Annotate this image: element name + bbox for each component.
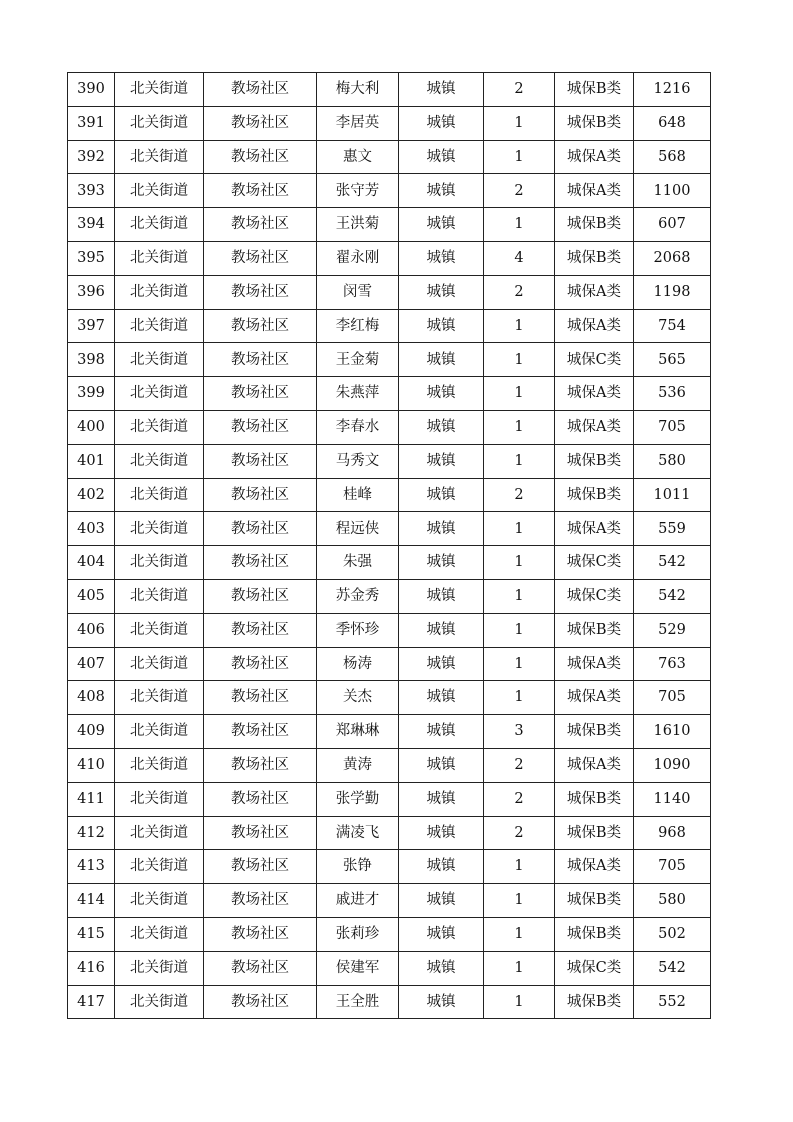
table-row bbox=[68, 816, 711, 850]
area-type-cell: 城镇 bbox=[399, 241, 484, 275]
household-size-cell: 1 bbox=[484, 850, 555, 884]
community-cell: 教场社区 bbox=[204, 546, 317, 580]
table-body bbox=[68, 73, 711, 1019]
community-cell: 教场社区 bbox=[204, 715, 317, 749]
area-type-cell: 城镇 bbox=[399, 106, 484, 140]
name-cell: 侯建军 bbox=[317, 951, 399, 985]
name-cell: 朱强 bbox=[317, 546, 399, 580]
amount-cell: 568 bbox=[634, 140, 711, 174]
community-cell: 教场社区 bbox=[204, 140, 317, 174]
street-cell: 北关街道 bbox=[115, 343, 204, 377]
category-cell: 城保B类 bbox=[555, 715, 634, 749]
amount-cell: 1216 bbox=[634, 73, 711, 107]
name-cell: 张学勤 bbox=[317, 782, 399, 816]
name-cell: 张莉珍 bbox=[317, 917, 399, 951]
community-cell: 教场社区 bbox=[204, 917, 317, 951]
household-size-cell: 3 bbox=[484, 715, 555, 749]
area-type-cell: 城镇 bbox=[399, 478, 484, 512]
area-type-cell: 城镇 bbox=[399, 140, 484, 174]
street-cell: 北关街道 bbox=[115, 850, 204, 884]
street-cell: 北关街道 bbox=[115, 546, 204, 580]
category-cell: 城保B类 bbox=[555, 917, 634, 951]
street-cell: 北关街道 bbox=[115, 174, 204, 208]
category-cell: 城保A类 bbox=[555, 140, 634, 174]
row-number-cell: 411 bbox=[68, 782, 115, 816]
household-size-cell: 1 bbox=[484, 579, 555, 613]
row-number-cell: 392 bbox=[68, 140, 115, 174]
row-number-cell: 391 bbox=[68, 106, 115, 140]
table-row bbox=[68, 512, 711, 546]
table-row bbox=[68, 850, 711, 884]
row-number-cell: 403 bbox=[68, 512, 115, 546]
table-row bbox=[68, 275, 711, 309]
category-cell: 城保A类 bbox=[555, 174, 634, 208]
street-cell: 北关街道 bbox=[115, 681, 204, 715]
street-cell: 北关街道 bbox=[115, 377, 204, 411]
table-row bbox=[68, 613, 711, 647]
street-cell: 北关街道 bbox=[115, 917, 204, 951]
table-row bbox=[68, 715, 711, 749]
street-cell: 北关街道 bbox=[115, 275, 204, 309]
community-cell: 教场社区 bbox=[204, 850, 317, 884]
amount-cell: 542 bbox=[634, 546, 711, 580]
amount-cell: 1140 bbox=[634, 782, 711, 816]
row-number-cell: 393 bbox=[68, 174, 115, 208]
area-type-cell: 城镇 bbox=[399, 647, 484, 681]
area-type-cell: 城镇 bbox=[399, 613, 484, 647]
household-size-cell: 1 bbox=[484, 140, 555, 174]
community-cell: 教场社区 bbox=[204, 241, 317, 275]
name-cell: 苏金秀 bbox=[317, 579, 399, 613]
category-cell: 城保A类 bbox=[555, 410, 634, 444]
category-cell: 城保B类 bbox=[555, 444, 634, 478]
amount-cell: 705 bbox=[634, 850, 711, 884]
area-type-cell: 城镇 bbox=[399, 579, 484, 613]
row-number-cell: 406 bbox=[68, 613, 115, 647]
area-type-cell: 城镇 bbox=[399, 377, 484, 411]
household-size-cell: 1 bbox=[484, 951, 555, 985]
row-number-cell: 400 bbox=[68, 410, 115, 444]
street-cell: 北关街道 bbox=[115, 985, 204, 1019]
street-cell: 北关街道 bbox=[115, 478, 204, 512]
name-cell: 张守芳 bbox=[317, 174, 399, 208]
table-row bbox=[68, 444, 711, 478]
amount-cell: 542 bbox=[634, 951, 711, 985]
category-cell: 城保A类 bbox=[555, 681, 634, 715]
household-size-cell: 1 bbox=[484, 377, 555, 411]
name-cell: 王全胜 bbox=[317, 985, 399, 1019]
amount-cell: 580 bbox=[634, 884, 711, 918]
street-cell: 北关街道 bbox=[115, 140, 204, 174]
name-cell: 杨涛 bbox=[317, 647, 399, 681]
name-cell: 程远侠 bbox=[317, 512, 399, 546]
household-size-cell: 1 bbox=[484, 444, 555, 478]
category-cell: 城保A类 bbox=[555, 647, 634, 681]
area-type-cell: 城镇 bbox=[399, 73, 484, 107]
amount-cell: 1011 bbox=[634, 478, 711, 512]
row-number-cell: 395 bbox=[68, 241, 115, 275]
area-type-cell: 城镇 bbox=[399, 275, 484, 309]
area-type-cell: 城镇 bbox=[399, 951, 484, 985]
amount-cell: 648 bbox=[634, 106, 711, 140]
community-cell: 教场社区 bbox=[204, 647, 317, 681]
amount-cell: 968 bbox=[634, 816, 711, 850]
category-cell: 城保B类 bbox=[555, 106, 634, 140]
category-cell: 城保C类 bbox=[555, 343, 634, 377]
community-cell: 教场社区 bbox=[204, 377, 317, 411]
household-size-cell: 2 bbox=[484, 275, 555, 309]
category-cell: 城保B类 bbox=[555, 816, 634, 850]
area-type-cell: 城镇 bbox=[399, 681, 484, 715]
amount-cell: 1100 bbox=[634, 174, 711, 208]
row-number-cell: 409 bbox=[68, 715, 115, 749]
table-row bbox=[68, 140, 711, 174]
table-row bbox=[68, 748, 711, 782]
area-type-cell: 城镇 bbox=[399, 884, 484, 918]
amount-cell: 1198 bbox=[634, 275, 711, 309]
street-cell: 北关街道 bbox=[115, 309, 204, 343]
area-type-cell: 城镇 bbox=[399, 715, 484, 749]
community-cell: 教场社区 bbox=[204, 512, 317, 546]
table-row bbox=[68, 782, 711, 816]
amount-cell: 705 bbox=[634, 410, 711, 444]
household-size-cell: 4 bbox=[484, 241, 555, 275]
row-number-cell: 397 bbox=[68, 309, 115, 343]
household-size-cell: 1 bbox=[484, 410, 555, 444]
amount-cell: 607 bbox=[634, 208, 711, 242]
area-type-cell: 城镇 bbox=[399, 208, 484, 242]
name-cell: 李红梅 bbox=[317, 309, 399, 343]
area-type-cell: 城镇 bbox=[399, 174, 484, 208]
amount-cell: 763 bbox=[634, 647, 711, 681]
community-cell: 教场社区 bbox=[204, 579, 317, 613]
street-cell: 北关街道 bbox=[115, 951, 204, 985]
table-row bbox=[68, 985, 711, 1019]
category-cell: 城保B类 bbox=[555, 782, 634, 816]
community-cell: 教场社区 bbox=[204, 208, 317, 242]
community-cell: 教场社区 bbox=[204, 782, 317, 816]
table-row bbox=[68, 884, 711, 918]
household-size-cell: 2 bbox=[484, 73, 555, 107]
community-cell: 教场社区 bbox=[204, 478, 317, 512]
name-cell: 王洪菊 bbox=[317, 208, 399, 242]
category-cell: 城保B类 bbox=[555, 985, 634, 1019]
community-cell: 教场社区 bbox=[204, 816, 317, 850]
community-cell: 教场社区 bbox=[204, 884, 317, 918]
row-number-cell: 412 bbox=[68, 816, 115, 850]
name-cell: 戚进才 bbox=[317, 884, 399, 918]
row-number-cell: 401 bbox=[68, 444, 115, 478]
street-cell: 北关街道 bbox=[115, 715, 204, 749]
row-number-cell: 415 bbox=[68, 917, 115, 951]
name-cell: 惠文 bbox=[317, 140, 399, 174]
community-cell: 教场社区 bbox=[204, 343, 317, 377]
household-size-cell: 2 bbox=[484, 816, 555, 850]
category-cell: 城保C类 bbox=[555, 579, 634, 613]
street-cell: 北关街道 bbox=[115, 208, 204, 242]
category-cell: 城保B类 bbox=[555, 73, 634, 107]
table-row bbox=[68, 647, 711, 681]
name-cell: 黄涛 bbox=[317, 748, 399, 782]
name-cell: 李居英 bbox=[317, 106, 399, 140]
household-size-cell: 1 bbox=[484, 546, 555, 580]
street-cell: 北关街道 bbox=[115, 444, 204, 478]
data-table bbox=[67, 72, 711, 1019]
table-row bbox=[68, 546, 711, 580]
street-cell: 北关街道 bbox=[115, 106, 204, 140]
table-row bbox=[68, 309, 711, 343]
category-cell: 城保B类 bbox=[555, 613, 634, 647]
table-row bbox=[68, 377, 711, 411]
street-cell: 北关街道 bbox=[115, 73, 204, 107]
table-row bbox=[68, 579, 711, 613]
amount-cell: 552 bbox=[634, 985, 711, 1019]
area-type-cell: 城镇 bbox=[399, 309, 484, 343]
row-number-cell: 390 bbox=[68, 73, 115, 107]
amount-cell: 1610 bbox=[634, 715, 711, 749]
household-size-cell: 1 bbox=[484, 309, 555, 343]
table-row bbox=[68, 73, 711, 107]
name-cell: 闵雪 bbox=[317, 275, 399, 309]
community-cell: 教场社区 bbox=[204, 174, 317, 208]
household-size-cell: 1 bbox=[484, 985, 555, 1019]
amount-cell: 565 bbox=[634, 343, 711, 377]
area-type-cell: 城镇 bbox=[399, 917, 484, 951]
row-number-cell: 396 bbox=[68, 275, 115, 309]
community-cell: 教场社区 bbox=[204, 748, 317, 782]
amount-cell: 542 bbox=[634, 579, 711, 613]
household-size-cell: 2 bbox=[484, 174, 555, 208]
community-cell: 教场社区 bbox=[204, 73, 317, 107]
street-cell: 北关街道 bbox=[115, 748, 204, 782]
row-number-cell: 398 bbox=[68, 343, 115, 377]
amount-cell: 559 bbox=[634, 512, 711, 546]
table-row bbox=[68, 208, 711, 242]
community-cell: 教场社区 bbox=[204, 275, 317, 309]
household-size-cell: 1 bbox=[484, 106, 555, 140]
street-cell: 北关街道 bbox=[115, 613, 204, 647]
row-number-cell: 404 bbox=[68, 546, 115, 580]
category-cell: 城保A类 bbox=[555, 850, 634, 884]
name-cell: 张铮 bbox=[317, 850, 399, 884]
category-cell: 城保B类 bbox=[555, 241, 634, 275]
row-number-cell: 399 bbox=[68, 377, 115, 411]
household-size-cell: 2 bbox=[484, 748, 555, 782]
table-row bbox=[68, 951, 711, 985]
category-cell: 城保C类 bbox=[555, 546, 634, 580]
category-cell: 城保B类 bbox=[555, 884, 634, 918]
area-type-cell: 城镇 bbox=[399, 343, 484, 377]
amount-cell: 754 bbox=[634, 309, 711, 343]
row-number-cell: 407 bbox=[68, 647, 115, 681]
table-row bbox=[68, 681, 711, 715]
area-type-cell: 城镇 bbox=[399, 748, 484, 782]
street-cell: 北关街道 bbox=[115, 241, 204, 275]
name-cell: 翟永刚 bbox=[317, 241, 399, 275]
amount-cell: 529 bbox=[634, 613, 711, 647]
amount-cell: 705 bbox=[634, 681, 711, 715]
name-cell: 王金菊 bbox=[317, 343, 399, 377]
area-type-cell: 城镇 bbox=[399, 512, 484, 546]
row-number-cell: 413 bbox=[68, 850, 115, 884]
community-cell: 教场社区 bbox=[204, 985, 317, 1019]
amount-cell: 2068 bbox=[634, 241, 711, 275]
table-row bbox=[68, 106, 711, 140]
household-size-cell: 1 bbox=[484, 512, 555, 546]
row-number-cell: 414 bbox=[68, 884, 115, 918]
amount-cell: 502 bbox=[634, 917, 711, 951]
community-cell: 教场社区 bbox=[204, 613, 317, 647]
community-cell: 教场社区 bbox=[204, 681, 317, 715]
name-cell: 朱燕萍 bbox=[317, 377, 399, 411]
area-type-cell: 城镇 bbox=[399, 816, 484, 850]
row-number-cell: 410 bbox=[68, 748, 115, 782]
area-type-cell: 城镇 bbox=[399, 985, 484, 1019]
street-cell: 北关街道 bbox=[115, 782, 204, 816]
amount-cell: 536 bbox=[634, 377, 711, 411]
area-type-cell: 城镇 bbox=[399, 410, 484, 444]
household-size-cell: 1 bbox=[484, 208, 555, 242]
household-size-cell: 2 bbox=[484, 478, 555, 512]
row-number-cell: 394 bbox=[68, 208, 115, 242]
name-cell: 满凌飞 bbox=[317, 816, 399, 850]
household-size-cell: 1 bbox=[484, 613, 555, 647]
category-cell: 城保A类 bbox=[555, 309, 634, 343]
name-cell: 桂峰 bbox=[317, 478, 399, 512]
street-cell: 北关街道 bbox=[115, 647, 204, 681]
amount-cell: 1090 bbox=[634, 748, 711, 782]
name-cell: 季怀珍 bbox=[317, 613, 399, 647]
row-number-cell: 416 bbox=[68, 951, 115, 985]
household-size-cell: 1 bbox=[484, 681, 555, 715]
household-size-cell: 1 bbox=[484, 917, 555, 951]
street-cell: 北关街道 bbox=[115, 579, 204, 613]
community-cell: 教场社区 bbox=[204, 410, 317, 444]
table-row bbox=[68, 478, 711, 512]
street-cell: 北关街道 bbox=[115, 884, 204, 918]
area-type-cell: 城镇 bbox=[399, 444, 484, 478]
community-cell: 教场社区 bbox=[204, 309, 317, 343]
household-size-cell: 1 bbox=[484, 343, 555, 377]
table-row bbox=[68, 174, 711, 208]
table-row bbox=[68, 917, 711, 951]
household-size-cell: 1 bbox=[484, 884, 555, 918]
category-cell: 城保A类 bbox=[555, 512, 634, 546]
row-number-cell: 405 bbox=[68, 579, 115, 613]
table-row bbox=[68, 410, 711, 444]
community-cell: 教场社区 bbox=[204, 951, 317, 985]
area-type-cell: 城镇 bbox=[399, 546, 484, 580]
row-number-cell: 402 bbox=[68, 478, 115, 512]
name-cell: 关杰 bbox=[317, 681, 399, 715]
street-cell: 北关街道 bbox=[115, 410, 204, 444]
name-cell: 梅大利 bbox=[317, 73, 399, 107]
category-cell: 城保B类 bbox=[555, 478, 634, 512]
community-cell: 教场社区 bbox=[204, 444, 317, 478]
street-cell: 北关街道 bbox=[115, 816, 204, 850]
name-cell: 李春水 bbox=[317, 410, 399, 444]
row-number-cell: 408 bbox=[68, 681, 115, 715]
category-cell: 城保A类 bbox=[555, 275, 634, 309]
category-cell: 城保B类 bbox=[555, 208, 634, 242]
household-size-cell: 2 bbox=[484, 782, 555, 816]
amount-cell: 580 bbox=[634, 444, 711, 478]
category-cell: 城保C类 bbox=[555, 951, 634, 985]
table-row bbox=[68, 241, 711, 275]
category-cell: 城保A类 bbox=[555, 748, 634, 782]
table-row bbox=[68, 343, 711, 377]
street-cell: 北关街道 bbox=[115, 512, 204, 546]
category-cell: 城保A类 bbox=[555, 377, 634, 411]
area-type-cell: 城镇 bbox=[399, 782, 484, 816]
household-size-cell: 1 bbox=[484, 647, 555, 681]
row-number-cell: 417 bbox=[68, 985, 115, 1019]
name-cell: 马秀文 bbox=[317, 444, 399, 478]
name-cell: 郑琳琳 bbox=[317, 715, 399, 749]
community-cell: 教场社区 bbox=[204, 106, 317, 140]
area-type-cell: 城镇 bbox=[399, 850, 484, 884]
